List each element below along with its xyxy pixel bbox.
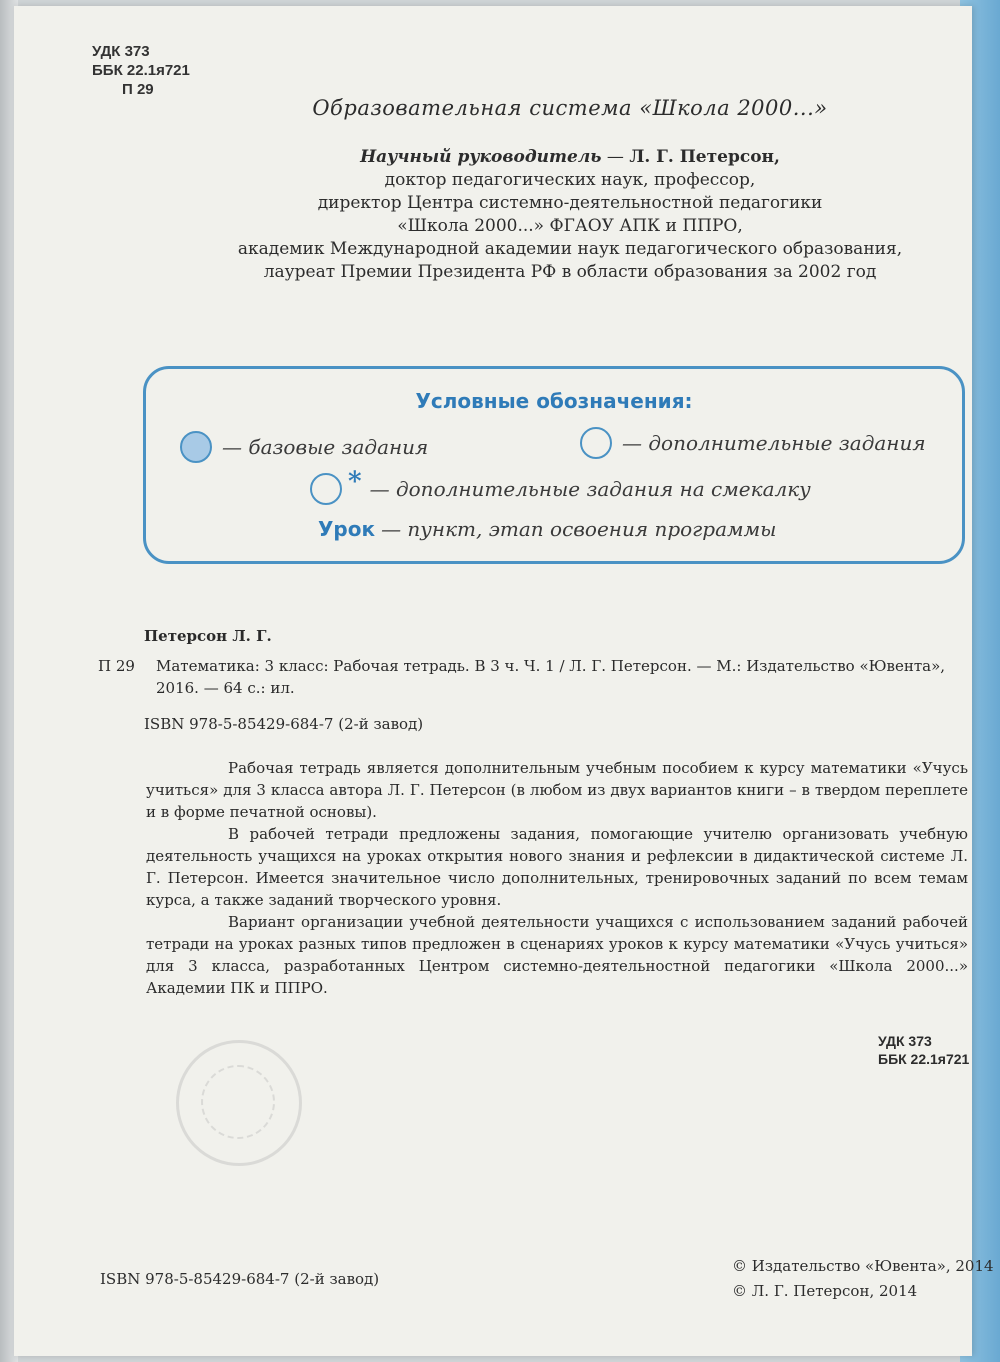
filled-circle-icon bbox=[180, 431, 212, 463]
copyright-block bbox=[732, 1254, 994, 1304]
supervisor-line: академик Международной академии наук педагогического образования, bbox=[237, 239, 903, 259]
supervisor-line: лауреат Премии Президента РФ в области образования за 2002 год bbox=[263, 262, 877, 282]
empty-circle-icon bbox=[310, 473, 342, 505]
author-heading: Петерсон Л. Г. bbox=[144, 627, 272, 645]
abstract-paragraph: Рабочая тетрадь является дополнительным учебным пособием к курсу математики «Учусь учиться» для 3 класса автора Л. Г. Петерсон (в любом из двух вариантов книги – в твердом переплете и в форме печатной основы). bbox=[146, 759, 968, 821]
stamp-inner bbox=[201, 1065, 275, 1139]
publication-codes bbox=[92, 42, 190, 99]
isbn-footer: ISBN 978-5-85429-684-7 (2-й завод) bbox=[100, 1270, 380, 1288]
supervisor-info: Научный руководитель — Л. Г. Петерсон, доктор педагогических наук, профессор, директор Центра системно-деятельностной педагогики «Школа 2000...» ФГАОУ АПК и ППРО, академик Международной академии наук педагогического образования, лауреат Премии Президента РФ в области образования за 2002 год bbox=[180, 146, 960, 284]
author-mark: П 29 bbox=[122, 81, 154, 98]
legend-smart-text: — дополнительные задания на смекалку bbox=[369, 477, 811, 501]
legend-basic-text: — базовые задания bbox=[222, 435, 429, 459]
abstract bbox=[98, 757, 968, 999]
record-text: Математика: 3 класс: Рабочая тетрадь. В 3 ч. Ч. 1 / Л. Г. Петерсон. — М.: Издательство «Ювента», 2016. — 64 с.: ил. bbox=[156, 657, 946, 697]
abstract-paragraph: В рабочей тетради предложены задания, помогающие учителю организовать учебную деятельность учащихся на уроках открытия нового знания и рефлексии в дидактической системе Л. Г. Петерсон. Имеется значительное число дополнительных, тренировочных заданий по всем темам курса, а также заданий творческого уровня. bbox=[146, 825, 968, 909]
isbn: ISBN 978-5-85429-684-7 (2-й завод) bbox=[144, 715, 424, 733]
record-line bbox=[98, 655, 968, 699]
legend-lesson-text: — пункт, этап освоения программы bbox=[381, 517, 777, 541]
series-title: Образовательная система «Школа 2000...» bbox=[312, 96, 828, 120]
supervisor-line: «Школа 2000...» ФГАОУ АПК и ППРО, bbox=[397, 216, 743, 236]
bbk-code: ББК 22.1я721 bbox=[92, 62, 190, 79]
legend-basic bbox=[180, 431, 428, 463]
legend-title: Условные обозначения: bbox=[415, 389, 693, 413]
lesson-key: Урок bbox=[318, 517, 376, 541]
copyright-publisher: © Издательство «Ювента», 2014 bbox=[732, 1257, 994, 1275]
supervisor-name: Л. Г. Петерсон, bbox=[629, 147, 780, 167]
udk-code: УДК 373 bbox=[878, 1033, 932, 1049]
star-icon: * bbox=[348, 467, 362, 497]
legend-additional bbox=[580, 427, 926, 459]
record-code: П 29 bbox=[98, 657, 135, 675]
legend-smart bbox=[310, 467, 811, 505]
legend-lesson bbox=[318, 517, 776, 541]
abstract-paragraph: Вариант организации учебной деятельности учащихся с использованием заданий рабочей тетради на уроках разных типов предложен в сценариях уроков к курсу математики «Учусь учиться» для 3 класса, разработанных Центром системно-деятельностной педагогики «Школа 2000...» Академии ПК и ППРО. bbox=[146, 913, 968, 997]
supervisor-line: доктор педагогических наук, профессор, bbox=[384, 170, 756, 190]
bibliographic-record bbox=[98, 625, 968, 999]
legend-additional-text: — дополнительные задания bbox=[622, 431, 926, 455]
copyright-author: © Л. Г. Петерсон, 2014 bbox=[732, 1282, 918, 1300]
bbk-code: ББК 22.1я721 bbox=[878, 1051, 970, 1067]
supervisor-lead: Научный руководитель bbox=[360, 147, 602, 167]
udk-code: УДК 373 bbox=[92, 43, 150, 60]
empty-circle-icon bbox=[580, 427, 612, 459]
title-block bbox=[180, 96, 960, 284]
supervisor-line: директор Центра системно-деятельностной педагогики bbox=[317, 193, 823, 213]
library-stamp bbox=[176, 1040, 302, 1166]
legend-box bbox=[143, 366, 965, 564]
classification-codes bbox=[878, 1032, 969, 1068]
